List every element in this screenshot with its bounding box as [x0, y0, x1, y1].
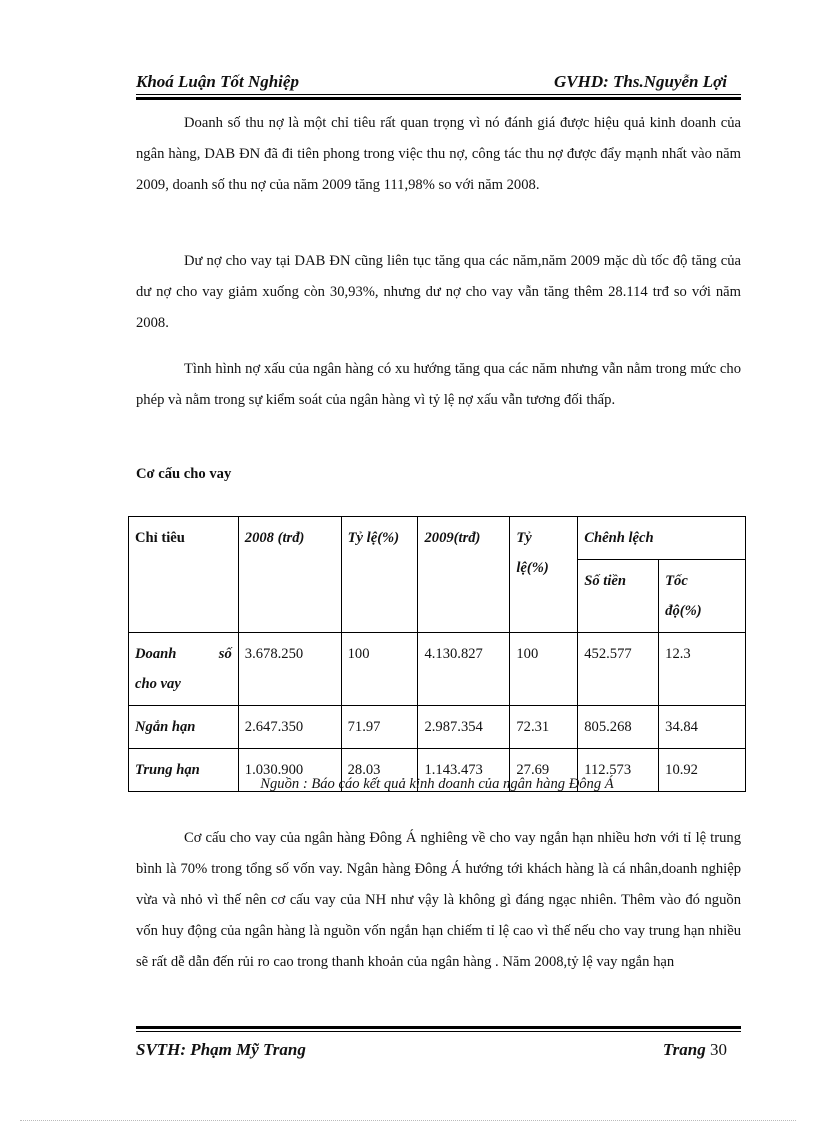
paragraph-debt-collection: Doanh số thu nợ là một chỉ tiêu rất quan trọng vì nó đánh giá được hiệu quả kinh doanh của ngân hàng, DAB ĐN đã đi tiên phong trong việc thu nợ, công tác thu nợ được đẩy mạnh nhất vào năm 2009, doanh số thu nợ của năm 2009 tăng 111,98% so với năm 2008. — [136, 115, 741, 193]
page-bottom-dotted-line — [20, 1120, 796, 1121]
cell-2009: 4.130.827 — [418, 633, 510, 706]
cell-2009: 1.143.473 — [418, 749, 510, 792]
header-cell-difference: Chênh lệch — [578, 517, 746, 560]
page-footer — [136, 1040, 741, 1064]
row-label-loan-turnover: Doanh số cho vay — [129, 633, 239, 706]
table-source-caption: Nguồn : Báo cáo kết quả kinh doanh của ngân hàng Đông Á — [260, 776, 614, 792]
footer-page-info — [663, 1040, 727, 1060]
cell-2008: 3.678.250 — [238, 633, 341, 706]
footer-rule-thick — [136, 1026, 741, 1029]
cell-2008: 1.030.900 — [238, 749, 341, 792]
cell-2009: 2.987.354 — [418, 706, 510, 749]
header-cell-2008: 2008 (trđ) — [238, 517, 341, 633]
footer-page-label: Trang — [662, 1040, 706, 1059]
page-header — [136, 70, 741, 92]
paragraph-bad-debt: Tình hình nợ xấu của ngân hàng có xu hướng tăng qua các năm nhưng vẫn nằm trong mức cho phép và nằm trong sự kiểm soát của ngân hàng vì tỷ lệ nợ xấu vẫn tương đối thấp. — [136, 361, 741, 408]
table-row — [129, 706, 746, 749]
header-cell-2009: 2009(trđ) — [418, 517, 510, 633]
header-thesis-title: Khoá Luận Tốt Nghiệp — [136, 72, 299, 91]
cell-amount: 112.573 — [578, 749, 659, 792]
header-rule-thick — [136, 97, 741, 100]
cell-ratio-2009: 100 — [510, 633, 578, 706]
cell-amount: 452.577 — [578, 633, 659, 706]
header-rule-thin — [136, 94, 741, 95]
table-header-row — [129, 517, 746, 560]
footer-page-number: 30 — [710, 1040, 727, 1059]
section-title-loan-structure: Cơ cấu cho vay — [136, 466, 232, 482]
row-label-medium-term: Trung hạn — [129, 749, 239, 792]
cell-ratio-2009: 27.69 — [510, 749, 578, 792]
header-cell-growth: Tốc độ(%) — [659, 560, 746, 633]
header-advisor: GVHD: Ths.Nguyễn Lợi — [554, 72, 727, 91]
paragraph-loan-structure-analysis: Cơ cấu cho vay của ngân hàng Đông Á nghiêng về cho vay ngắn hạn nhiều hơn với tỉ lệ trung bình là 70% trong tổng số vốn vay. Ngân hàng Đông Á hướng tới khách hàng là cá nhân,doanh nghiệp vừa và nhỏ vì thế nên cơ cấu vay của NH như vậy là không gì đáng ngạc nhiên. Thêm vào đó nguồn vốn huy động của ngân hàng là nguồn vốn ngắn hạn chiếm tỉ lệ cao vì thế nếu cho vay trung hạn nhiều sẽ rất dễ dẫn đến rủi ro cao trong thanh khoản của ngân hàng . Năm 2008,tỷ lệ vay ngắn hạn — [136, 830, 741, 970]
cell-growth: 34.84 — [659, 706, 746, 749]
cell-ratio-2008: 28.03 — [341, 749, 418, 792]
cell-amount: 805.268 — [578, 706, 659, 749]
loan-structure-table — [128, 516, 746, 792]
cell-2008: 2.647.350 — [238, 706, 341, 749]
header-cell-amount: Số tiền — [578, 560, 659, 633]
paragraph-outstanding-loans: Dư nợ cho vay tại DAB ĐN cũng liên tục tăng qua các năm,năm 2009 mặc dù tốc độ tăng của dư nợ cho vay giảm xuống còn 30,93%, nhưng dư nợ cho vay vẫn tăng thêm 28.114 trđ so với năm 2008. — [136, 253, 741, 331]
table-row — [129, 633, 746, 706]
header-cell-ratio-2008: Tỷ lệ(%) — [341, 517, 418, 633]
cell-growth: 12.3 — [659, 633, 746, 706]
cell-ratio-2009: 72.31 — [510, 706, 578, 749]
row-label-short-term: Ngắn hạn — [129, 706, 239, 749]
header-cell-indicator: Chỉ tiêu — [129, 517, 239, 633]
cell-ratio-2008: 100 — [341, 633, 418, 706]
cell-ratio-2008: 71.97 — [341, 706, 418, 749]
footer-student-name: SVTH: Phạm Mỹ Trang — [136, 1040, 306, 1059]
header-cell-ratio-2009: Tỷ lệ(%) — [510, 517, 578, 633]
footer-rule-thin — [136, 1031, 741, 1032]
cell-growth: 10.92 — [659, 749, 746, 792]
